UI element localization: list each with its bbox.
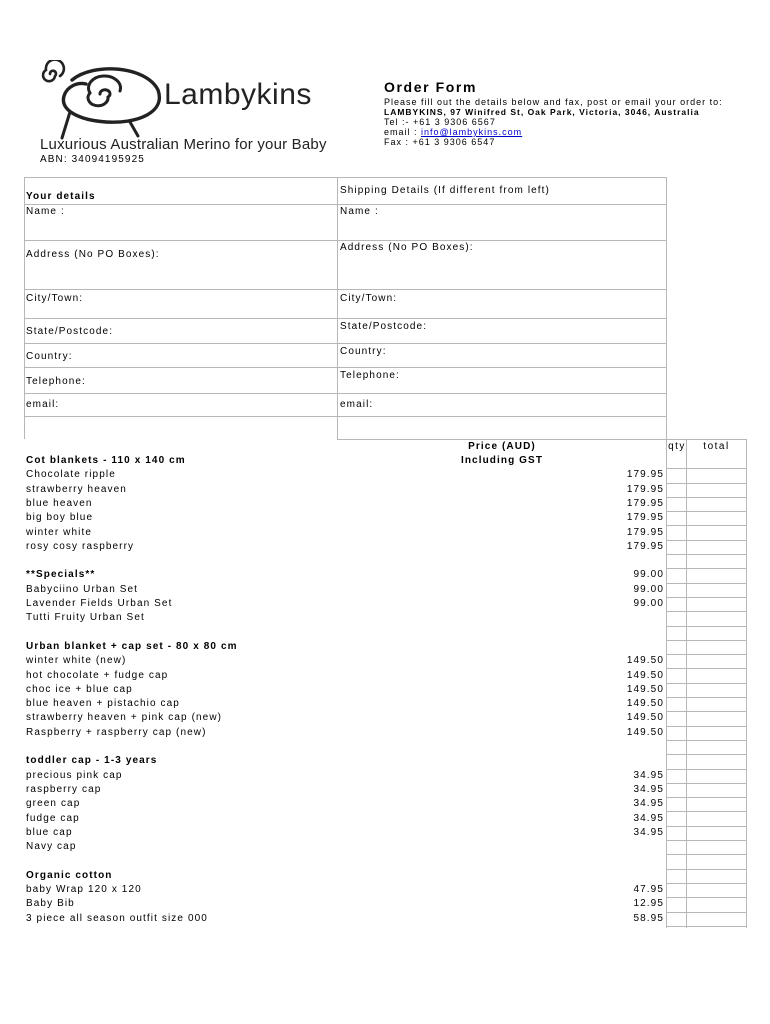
address-label: Address (No PO Boxes): [26, 249, 160, 260]
product-name: Organic cotton [26, 869, 113, 881]
your-details-heading: Your details [26, 191, 96, 202]
product-price: 34.95 [633, 826, 664, 838]
qty-input[interactable] [667, 511, 686, 525]
total-cell[interactable] [687, 540, 745, 554]
table-row [24, 611, 746, 625]
table-row [24, 797, 746, 811]
product-name: raspberry cap [26, 783, 102, 795]
total-cell[interactable] [687, 883, 745, 897]
postal-address: LAMBYKINS, 97 Winifred St, Oak Park, Victoria, 3046, Australia [384, 107, 700, 117]
total-cell[interactable] [687, 611, 745, 625]
qty-input[interactable] [667, 826, 686, 840]
qty-input[interactable] [667, 854, 686, 868]
product-price: 179.95 [626, 497, 664, 509]
total-cell[interactable] [687, 654, 745, 668]
order-form-title: Order Form [384, 79, 478, 95]
product-name: Tutti Fruity Urban Set [26, 612, 145, 624]
total-cell[interactable] [687, 711, 745, 725]
qty-input[interactable] [667, 840, 686, 854]
table-row [24, 726, 746, 740]
product-name: Baby Bib [26, 898, 75, 910]
sheep-logo-icon [34, 60, 164, 140]
total-cell[interactable] [687, 640, 745, 654]
table-row [24, 540, 746, 554]
qty-input[interactable] [667, 669, 686, 683]
total-cell[interactable] [687, 826, 745, 840]
product-price: 179.95 [626, 512, 664, 524]
table-row [24, 754, 746, 768]
table-row [24, 597, 746, 611]
qty-input[interactable] [667, 483, 686, 497]
qty-input[interactable] [667, 883, 686, 897]
total-cell[interactable] [687, 597, 745, 611]
product-name: 3 piece all season outfit size 000 [26, 912, 208, 924]
table-row [24, 840, 746, 854]
table-row [24, 769, 746, 783]
table-row [24, 454, 746, 468]
product-price: 58.95 [633, 912, 664, 924]
table-row [24, 468, 746, 482]
product-name: Chocolate ripple [26, 469, 116, 481]
table-row [24, 483, 746, 497]
shipping-details-heading: Shipping Details (If different from left) [340, 185, 550, 196]
table-row [24, 654, 746, 668]
product-name: precious pink cap [26, 769, 123, 781]
total-cell[interactable] [687, 468, 745, 482]
qty-input[interactable] [667, 468, 686, 482]
table-row [24, 869, 746, 883]
table-row [24, 526, 746, 540]
table-row [24, 826, 746, 840]
product-price: 47.95 [633, 884, 664, 895]
total-cell[interactable] [687, 526, 745, 540]
product-price: 99.00 [633, 598, 664, 609]
shipping-city-label: City/Town: [340, 293, 398, 304]
table-row [24, 640, 746, 654]
shipping-name-label: Name : [340, 206, 379, 217]
total-cell[interactable] [687, 683, 745, 697]
product-name: blue cap [26, 826, 73, 838]
table-row [24, 912, 746, 926]
product-price: 34.95 [633, 798, 664, 810]
qty-input[interactable] [667, 797, 686, 811]
qty-input[interactable] [667, 611, 686, 625]
name-field[interactable] [25, 217, 336, 239]
total-header: total [703, 441, 730, 452]
product-price: 12.95 [633, 898, 664, 910]
qty-input[interactable] [667, 726, 686, 740]
product-name: Raspberry + raspberry cap (new) [26, 726, 207, 738]
product-price: 179.95 [626, 483, 664, 495]
qty-input[interactable] [667, 769, 686, 783]
product-price: 34.95 [633, 769, 664, 781]
qty-input[interactable] [667, 697, 686, 711]
total-cell[interactable] [687, 783, 745, 797]
qty-input[interactable] [667, 583, 686, 597]
product-name: rosy cosy raspberry [26, 540, 135, 552]
product-name: Navy cap [26, 841, 77, 853]
table-row [24, 711, 746, 725]
table-row [24, 897, 746, 911]
brand-tagline: Luxurious Australian Merino for your Baby [40, 136, 327, 153]
country-label: Country: [26, 351, 73, 362]
email-label-field: email: [26, 399, 60, 410]
product-name: strawberry heaven + pink cap (new) [26, 712, 223, 724]
qty-input[interactable] [667, 897, 686, 911]
total-cell[interactable] [687, 840, 745, 854]
product-name: choc ice + blue cap [26, 683, 133, 695]
shipping-country-label: Country: [340, 346, 387, 357]
email-link[interactable]: info@lambykins.com [421, 127, 523, 137]
name-label: Name : [26, 206, 65, 217]
total-cell[interactable] [687, 854, 745, 868]
telephone-number: Tel :- +61 3 9306 6567 [384, 117, 496, 127]
qty-input[interactable] [667, 497, 686, 511]
fax-number: Fax : +61 3 9306 6547 [384, 137, 496, 147]
total-cell[interactable] [687, 726, 745, 740]
product-price: 149.50 [626, 698, 664, 710]
total-cell[interactable] [687, 812, 745, 826]
total-cell[interactable] [687, 912, 745, 926]
shipping-address-label: Address (No PO Boxes): [340, 242, 474, 253]
qty-input[interactable] [667, 526, 686, 540]
total-cell[interactable] [687, 797, 745, 811]
table-row [24, 812, 746, 826]
product-name: baby Wrap 120 x 120 [26, 884, 142, 895]
product-name: blue heaven + pistachio cap [26, 698, 180, 710]
table-row [24, 783, 746, 797]
table-row [24, 683, 746, 697]
state-label: State/Postcode: [26, 326, 114, 337]
qty-input[interactable] [667, 783, 686, 797]
product-name: fudge cap [26, 812, 80, 824]
qty-input[interactable] [667, 568, 686, 582]
table-row [24, 568, 746, 582]
table-row [24, 554, 746, 568]
product-price: 149.50 [626, 655, 664, 667]
qty-input[interactable] [667, 711, 686, 725]
total-cell[interactable] [687, 697, 745, 711]
qty-input[interactable] [667, 912, 686, 926]
table-row [24, 497, 746, 511]
qty-input[interactable] [667, 554, 686, 568]
product-name: winter white [26, 526, 92, 538]
table-row [24, 697, 746, 711]
product-price: 149.50 [626, 669, 664, 681]
qty-input[interactable] [667, 683, 686, 697]
address-field[interactable] [25, 262, 336, 288]
product-name: Babyciino Urban Set [26, 583, 139, 595]
email-label: email : [384, 127, 422, 137]
product-name: **Specials** [26, 569, 96, 581]
product-price: 179.95 [626, 469, 664, 481]
shipping-name-field[interactable] [338, 217, 665, 239]
instructions: Please fill out the details below and fax, post or email your order to: [384, 97, 723, 107]
telephone-label: Telephone: [26, 376, 86, 387]
brand-name: Lambykins [164, 78, 312, 111]
product-name: strawberry heaven [26, 483, 127, 495]
qty-input[interactable] [667, 740, 686, 754]
price-subheader: Including GST [460, 455, 544, 466]
shipping-address-field[interactable] [338, 256, 665, 288]
total-cell[interactable] [687, 769, 745, 783]
qty-input[interactable] [667, 754, 686, 768]
product-name: hot chocolate + fudge cap [26, 669, 169, 681]
qty-input[interactable] [667, 597, 686, 611]
product-price: 149.50 [626, 726, 664, 738]
qty-input[interactable] [667, 626, 686, 640]
total-cell[interactable] [687, 497, 745, 511]
qty-input[interactable] [667, 812, 686, 826]
qty-header: qty [668, 441, 686, 452]
total-cell[interactable] [687, 869, 745, 883]
abn-number: ABN: 34094195925 [40, 154, 145, 165]
shipping-state-label: State/Postcode: [340, 321, 428, 332]
table-row [24, 740, 746, 754]
product-price: 149.50 [626, 712, 664, 724]
table-row [24, 626, 746, 640]
product-name: Urban blanket + cap set - 80 x 80 cm [26, 640, 238, 652]
qty-input[interactable] [667, 454, 686, 468]
product-price: 179.95 [626, 526, 664, 538]
product-price: 99.00 [633, 569, 664, 581]
total-cell[interactable] [687, 511, 745, 525]
city-label: City/Town: [26, 293, 84, 304]
price-header: Price (AUD) [468, 441, 536, 452]
total-cell[interactable] [687, 554, 745, 568]
total-cell[interactable] [687, 483, 745, 497]
product-name: winter white (new) [26, 655, 127, 667]
product-name: toddler cap - 1-3 years [26, 755, 158, 767]
table-row [24, 854, 746, 868]
total-cell[interactable] [687, 897, 745, 911]
qty-input[interactable] [667, 640, 686, 654]
product-name: Cot blankets - 110 x 140 cm [26, 455, 186, 466]
table-row [24, 669, 746, 683]
qty-input[interactable] [667, 869, 686, 883]
total-cell[interactable] [687, 626, 745, 640]
product-price: 34.95 [633, 812, 664, 824]
total-cell[interactable] [687, 454, 745, 468]
product-price: 149.50 [626, 683, 664, 695]
product-price: 179.95 [626, 540, 664, 552]
product-name: blue heaven [26, 497, 93, 509]
table-row [24, 583, 746, 597]
total-cell[interactable] [687, 754, 745, 768]
total-cell[interactable] [687, 583, 745, 597]
total-cell[interactable] [687, 669, 745, 683]
total-cell[interactable] [687, 740, 745, 754]
product-price: 34.95 [633, 783, 664, 795]
qty-input[interactable] [667, 540, 686, 554]
product-price: 99.00 [633, 583, 664, 595]
product-name: big boy blue [26, 512, 94, 524]
shipping-telephone-label: Telephone: [340, 370, 400, 381]
shipping-email-label: email: [340, 399, 374, 410]
total-cell[interactable] [687, 568, 745, 582]
product-name: Lavender Fields Urban Set [26, 598, 173, 609]
qty-input[interactable] [667, 654, 686, 668]
table-row [24, 883, 746, 897]
table-row [24, 511, 746, 525]
product-name: green cap [26, 798, 81, 810]
